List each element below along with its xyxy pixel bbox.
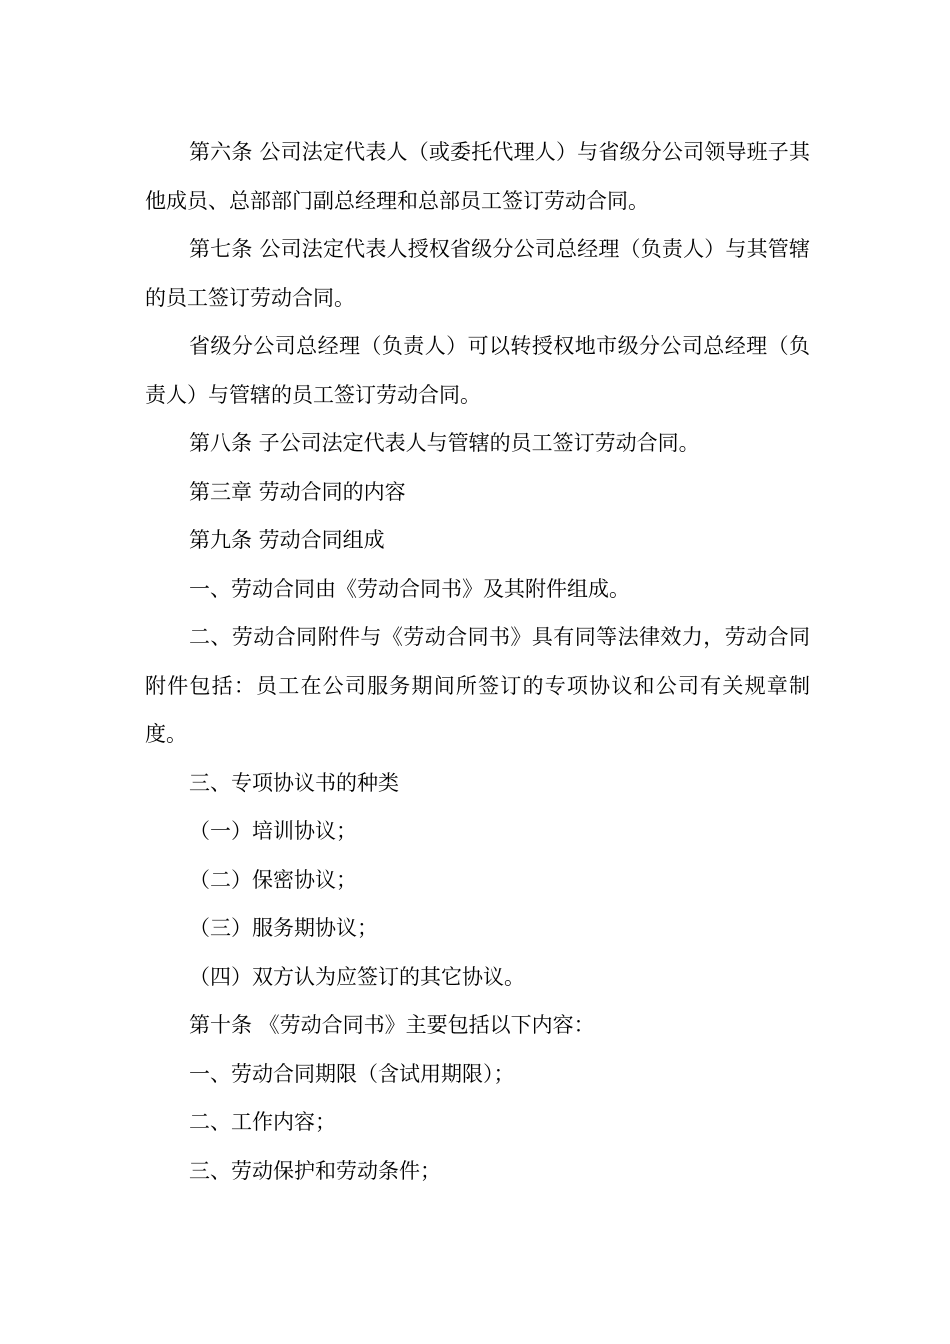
article-9-item-2: 二、劳动合同附件与《劳动合同书》具有同等法律效力，劳动合同附件包括：员工在公司服务期间所签订的专项协议和公司有关规章制度。 xyxy=(145,625,810,746)
agreement-type-4: （四）双方认为应签订的其它协议。 xyxy=(189,964,525,989)
article-10-item-3: 三、劳动保护和劳动条件； xyxy=(189,1158,441,1183)
article-10-item-1: 一、劳动合同期限（含试用期限）； xyxy=(189,1061,515,1086)
agreement-type-2: （二）保密协议； xyxy=(189,867,357,892)
chapter-3-heading: 第三章 劳动合同的内容 xyxy=(189,479,406,504)
article-9-item-3: 三、专项协议书的种类 xyxy=(189,770,399,795)
article-7-sub-paragraph: 省级分公司总经理（负责人）可以转授权地市级分公司总经理（负责人）与管辖的员工签订劳动合同。 xyxy=(145,334,810,407)
article-9-heading: 第九条 劳动合同组成 xyxy=(189,528,385,552)
article-6-paragraph: 第六条 公司法定代表人（或委托代理人）与省级分公司领导班子其他成员、总部部门副总经理和总部员工签订劳动合同。 xyxy=(145,140,810,213)
article-10-heading: 第十条 《劳动合同书》主要包括以下内容： xyxy=(189,1013,595,1037)
article-8-paragraph: 第八条 子公司法定代表人与管辖的员工签订劳动合同。 xyxy=(189,431,700,455)
agreement-type-1: （一）培训协议； xyxy=(189,819,357,843)
article-9-item-1: 一、劳动合同由《劳动合同书》及其附件组成。 xyxy=(189,576,630,601)
article-10-item-2: 二、工作内容； xyxy=(189,1110,336,1134)
document-body xyxy=(145,128,810,1195)
article-7-paragraph: 第七条 公司法定代表人授权省级分公司总经理（负责人）与其管辖的员工签订劳动合同。 xyxy=(145,237,810,310)
agreement-type-3: （三）服务期协议； xyxy=(189,916,378,940)
